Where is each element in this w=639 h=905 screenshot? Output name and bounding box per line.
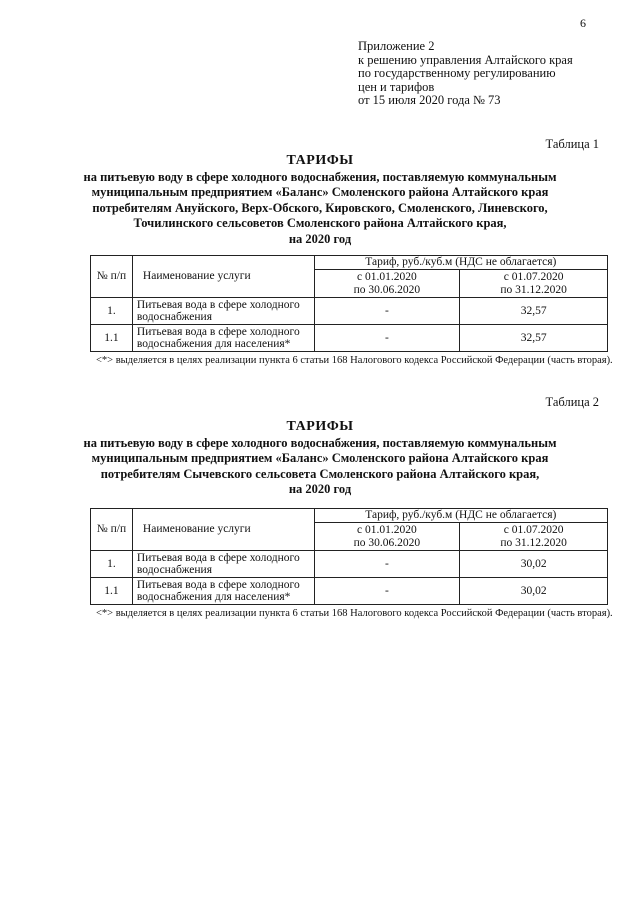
row-period2: 30,02 [460, 551, 608, 578]
row-period2: 32,57 [460, 325, 608, 352]
header-name: Наименование услуги [132, 509, 314, 551]
period1-to: по 30.06.2020 [353, 283, 421, 296]
appendix-line: цен и тарифов [358, 79, 435, 94]
period2-to: по 31.12.2020 [500, 536, 567, 549]
table1-heading-line: Точилинского сельсоветов Смоленского района Алтайского края, [133, 216, 507, 231]
appendix-line: к решению управления Алтайского края [358, 52, 573, 67]
table2-heading-line: муниципальным предприятием «Баланс» Смоленского района Алтайского края [91, 451, 549, 466]
period2-from: с 01.07.2020 [503, 524, 564, 536]
row-period1: - [314, 325, 460, 352]
table2-title: ТАРИФЫ [286, 419, 354, 434]
table2-heading [60, 419, 580, 498]
table2-footnote: <*> выделяется в целях реализации пункта 6 статьи 168 Налогового кодекса Российской Федерации (часть вторая). [96, 608, 613, 619]
row-period1: - [314, 298, 460, 325]
row-name: Питьевая вода в сфере холодного водоснабжения для населения* [132, 578, 314, 605]
row-num: 1. [91, 551, 133, 578]
header-tariff: Тариф, руб./куб.м (НДС не облагается) [314, 256, 607, 270]
appendix-line: по государственному регулированию [358, 66, 556, 81]
row-period1: - [314, 551, 460, 578]
page-number: 6 [580, 16, 586, 30]
header-period2 [460, 523, 608, 551]
table-row [91, 325, 608, 352]
appendix-line: от 15 июля 2020 года № 73 [358, 93, 501, 108]
period1-from: с 01.01.2020 [357, 524, 417, 536]
row-period2: 30,02 [460, 578, 608, 605]
header-num: № п/п [91, 509, 133, 551]
table1-label: Таблица 1 [545, 137, 599, 151]
table1-heading-line: на питьевую воду в сфере холодного водоснабжения, поставляемую коммунальным [83, 169, 557, 184]
table2-label: Таблица 2 [545, 395, 599, 409]
table1-heading-line: на 2020 год [288, 231, 352, 246]
row-period2: 32,57 [460, 298, 608, 325]
header-tariff: Тариф, руб./куб.м (НДС не облагается) [314, 509, 607, 523]
table-row [91, 578, 608, 605]
row-name: Питьевая вода в сфере холодного водоснабжения для населения* [132, 325, 314, 352]
period1-to: по 30.06.2020 [353, 536, 421, 549]
table-row [91, 551, 608, 578]
row-num: 1.1 [91, 578, 133, 605]
table2 [90, 508, 608, 605]
table1-heading-line: потребителям Ануйского, Верх-Обского, Кировского, Смоленского, Линевского, [92, 200, 548, 215]
header-period1 [314, 523, 460, 551]
row-num: 1. [91, 298, 133, 325]
period2-to: по 31.12.2020 [500, 283, 567, 296]
header-name: Наименование услуги [132, 256, 314, 298]
appendix-line: Приложение 2 [358, 39, 435, 53]
table-header-row [91, 256, 608, 270]
header-num: № п/п [91, 256, 133, 298]
table-header-row [91, 509, 608, 523]
row-name: Питьевая вода в сфере холодного водоснабжения [132, 298, 314, 325]
row-name: Питьевая вода в сфере холодного водоснабжения [132, 551, 314, 578]
table1-title: ТАРИФЫ [286, 153, 354, 168]
table2-heading-line: на питьевую воду в сфере холодного водоснабжения, поставляемую коммунальным [83, 435, 557, 450]
row-num: 1.1 [91, 325, 133, 352]
table1-heading-line: муниципальным предприятием «Баланс» Смоленского района Алтайского края [91, 185, 549, 200]
table1-footnote: <*> выделяется в целях реализации пункта 6 статьи 168 Налогового кодекса Российской Федерации (часть вторая). [96, 355, 613, 366]
period2-from: с 01.07.2020 [503, 271, 564, 283]
table1-heading [60, 153, 580, 248]
table1 [90, 255, 608, 352]
table-row [91, 298, 608, 325]
appendix-block [358, 40, 573, 108]
table2-heading-line: на 2020 год [288, 482, 352, 497]
row-period1: - [314, 578, 460, 605]
header-period2 [460, 270, 608, 298]
header-period1 [314, 270, 460, 298]
period1-from: с 01.01.2020 [357, 271, 417, 283]
table2-heading-line: потребителям Сычевского сельсовета Смоленского района Алтайского края, [100, 466, 540, 481]
